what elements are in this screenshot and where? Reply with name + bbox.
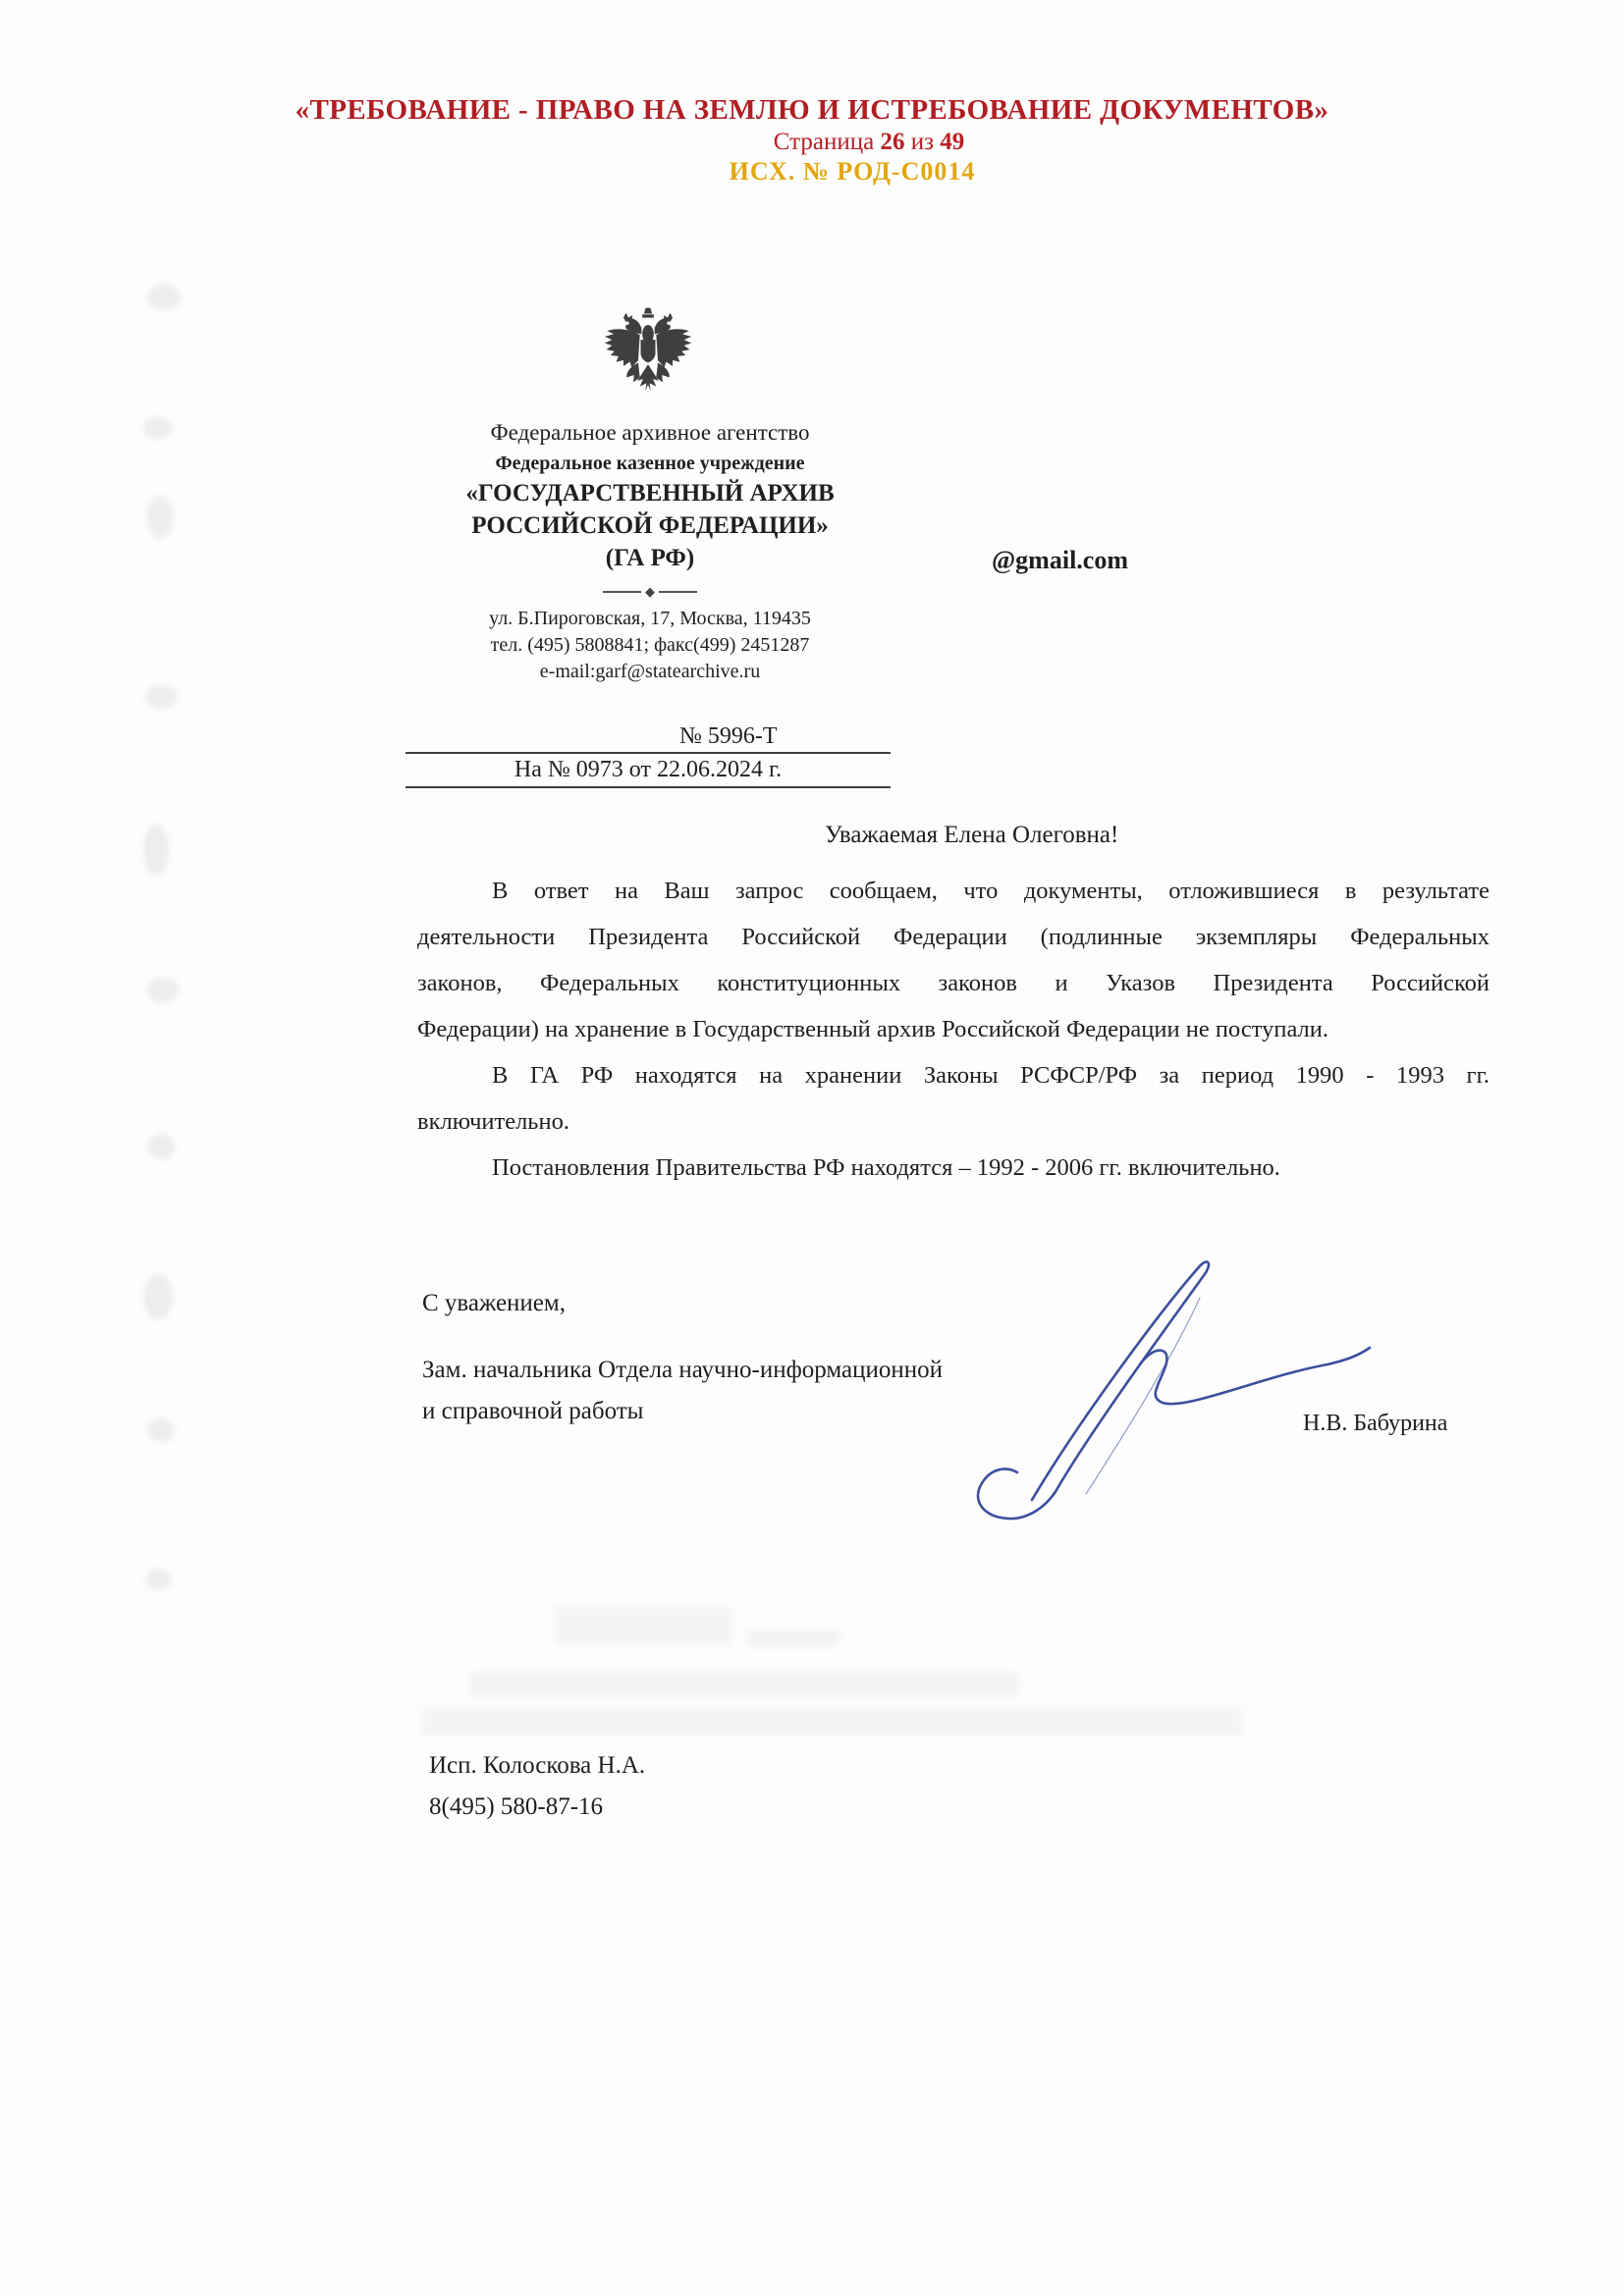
page-indicator [0, 129, 1624, 156]
reference-underline [406, 752, 891, 754]
scan-smudge [145, 685, 177, 709]
body-line: Федерации) на хранение в Государственный архив Российской Федерации не поступали. [417, 1016, 1329, 1042]
scan-smudge [143, 1274, 173, 1319]
letterhead [405, 420, 895, 685]
outgoing-ref-code: ИСХ. № РОД-С0014 [729, 157, 976, 186]
outgoing-number: № 5996-Т [679, 723, 778, 749]
body-line: законов, Федеральных конституционных законов и Указов Президента Российской [417, 970, 1489, 996]
archive-name-line1: «ГОСУДАРСТВЕННЫЙ АРХИВ [465, 480, 835, 507]
body-line: деятельности Президента Российской Федерации (подлинные экземпляры Федеральных [417, 924, 1489, 950]
bleed-through-artifact [469, 1673, 1019, 1696]
body-line: В ответ на Ваш запрос сообщаем, что документы, отложившиеся в результате [492, 878, 1489, 904]
letterhead-address: ул. Б.Пироговская, 17, Москва, 119435 [489, 608, 811, 629]
signer-name: Н.В. Бабурина [1303, 1411, 1448, 1436]
body-line: включительно. [417, 1108, 569, 1135]
scan-smudge [147, 285, 181, 310]
letterhead-email: e-mail:garf@statearchive.ru [539, 661, 761, 682]
scan-smudge [147, 496, 173, 539]
scan-smudge [147, 1418, 175, 1442]
bleed-through-artifact [555, 1606, 731, 1645]
reference-underline [406, 786, 891, 788]
body-line: Постановления Правительства РФ находятся – 1992 - 2006 гг. включительно. [492, 1154, 1280, 1181]
scan-smudge [143, 417, 173, 439]
scan-smudge [147, 978, 179, 1003]
page-indicator-of: из [910, 129, 934, 155]
bleed-through-artifact [422, 1708, 1242, 1735]
body-paragraph [417, 1052, 1489, 1145]
body-line: В ГА РФ находятся на хранении Законы РСФСР/РФ за период 1990 - 1993 гг. [492, 1062, 1489, 1089]
executor-phone: 8(495) 580-87-16 [429, 1793, 604, 1820]
scan-smudge [145, 1569, 171, 1590]
archive-name-line2: РОССИЙСКОЙ ФЕДЕРАЦИИ» [471, 512, 829, 539]
letterhead-divider [603, 584, 697, 599]
body-paragraph [417, 868, 1489, 1052]
letterhead-phone: тел. (495) 5808841; факс(499) 2451287 [490, 634, 810, 656]
archive-abbreviation: (ГА РФ) [605, 545, 695, 571]
divider-line [659, 591, 697, 593]
recipient-email: @gmail.com [992, 546, 1128, 574]
executor-name: Исп. Колоскова Н.А. [429, 1752, 646, 1779]
letter-body [417, 868, 1489, 1191]
body-paragraph [417, 1145, 1489, 1191]
page-indicator-prefix: Страница [773, 129, 875, 155]
handwritten-signature [939, 1247, 1390, 1531]
scan-smudge [143, 825, 169, 876]
reply-reference: На № 0973 от 22.06.2024 г. [514, 757, 783, 782]
signer-title-line1: Зам. начальника Отдела научно-информационной [422, 1357, 944, 1383]
scan-smudge [147, 1134, 175, 1159]
page-current: 26 [880, 129, 905, 155]
diamond-icon: ◆ [645, 584, 655, 599]
agency-name: Федеральное архивное агентство [490, 420, 810, 445]
salutation: Уважаемая Елена Олеговна! [825, 822, 1119, 848]
bleed-through-artifact [746, 1629, 839, 1647]
double-headed-eagle-icon [599, 298, 697, 412]
document-title: «ТРЕБОВАНИЕ - ПРАВО НА ЗЕМЛЮ И ИСТРЕБОВАНИЕ ДОКУМЕНТОВ» [295, 94, 1329, 126]
signer-title-line2: и справочной работы [422, 1398, 644, 1424]
closing-phrase: С уважением, [422, 1290, 566, 1316]
divider-line [603, 591, 641, 593]
institution-type: Федеральное казенное учреждение [495, 453, 805, 474]
page-total: 49 [940, 129, 965, 155]
